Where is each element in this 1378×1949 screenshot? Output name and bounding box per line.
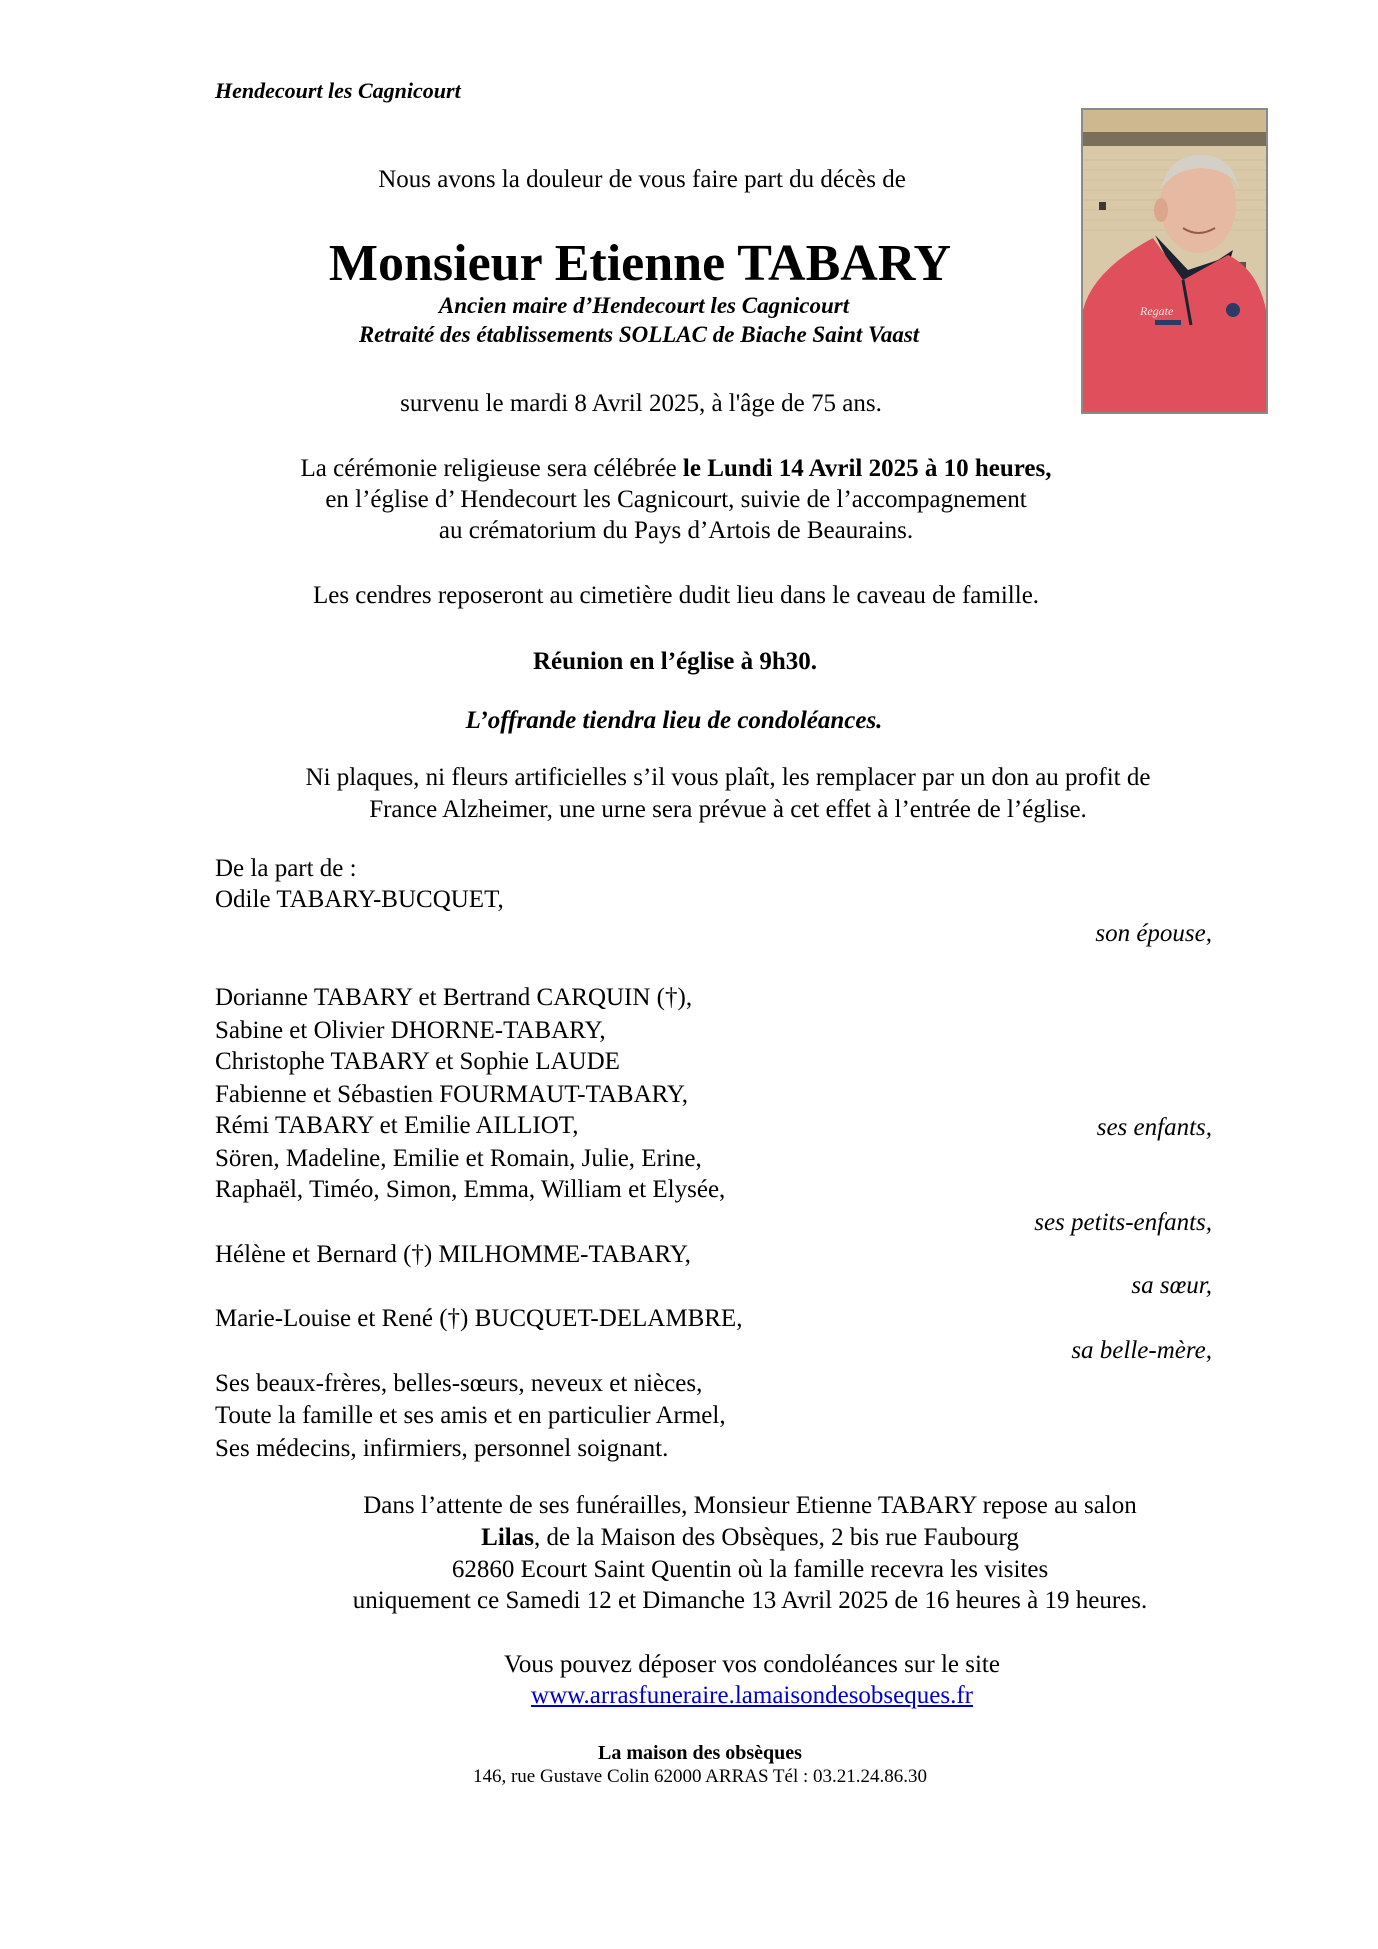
intro-text: Nous avons la douleur de vous faire part du décès de [378,166,906,193]
meeting-text: Réunion en l’église à 9h30. [532,648,818,675]
ceremony-line-1 [301,456,1052,481]
ashes-text: Les cendres reposeront au cimetière dudit lieu dans le caveau de famille. [312,582,1040,609]
visitation-address: , de la Maison des Obsèques, 2 bis rue Faubourg [533,1524,1019,1551]
title-retired: Retraité des établissements SOLLAC de Biache Saint Vaast [358,322,920,347]
visitation-line-1: Dans l’attente de ses funérailles, Monsieur Etienne TABARY repose au salon [363,1492,1137,1519]
family-name: Sören, Madeline, Emilie et Romain, Julie, Erine, [215,1145,702,1172]
family-name: Rémi TABARY et Emilie AILLIOT, [215,1112,579,1139]
title-former-mayor: Ancien maire d’Hendecourt les Cagnicourt [438,293,850,318]
family-name: Hélène et Bernard (†) MILHOMME-TABARY, [215,1241,691,1268]
family-others: Ses beaux-frères, belles-sœurs, neveux et nièces, [215,1370,703,1397]
portrait-image [1083,110,1266,412]
donation-line-1: Ni plaques, ni fleurs artificielles s’il vous plaît, les remplacer par un don au profit de [305,764,1151,791]
ceremony-line-3: au crématorium du Pays d’Artois de Beaurains. [438,517,914,544]
footer-company: La maison des obsèques [598,1742,802,1764]
condolences-link[interactable]: www.arrasfuneraire.lamaisondesobseques.fr [531,1682,973,1709]
visitation-line-4: uniquement ce Samedi 12 et Dimanche 13 Avril 2025 de 16 heures à 19 heures. [352,1587,1148,1614]
family-relation-sister: sa sœur, [1131,1272,1212,1299]
ceremony-line-2: en l’église d’ Hendecourt les Cagnicourt, suivie de l’accompagnement [325,486,1027,513]
family-name: Fabienne et Sébastien FOURMAUT-TABARY, [215,1081,688,1108]
family-others: Ses médecins, infirmiers, personnel soignant. [215,1435,669,1462]
family-name: Dorianne TABARY et Bertrand CARQUIN (†), [215,984,693,1011]
family-intro: De la part de : [215,855,357,882]
donation-line-2: France Alzheimer, une urne sera prévue à cet effet à l’entrée de l’église. [369,796,1087,823]
death-info: survenu le mardi 8 Avril 2025, à l'âge de 75 ans. [400,390,882,417]
condolences-text: Vous pouvez déposer vos condoléances sur le site [504,1651,1000,1678]
portrait-photo [1081,108,1268,414]
family-others: Toute la famille et ses amis et en particulier Armel, [215,1402,726,1429]
deceased-name: Monsieur Etienne TABARY [328,235,952,292]
family-name: Marie-Louise et René (†) BUCQUET-DELAMBRE, [215,1305,743,1332]
family-relation-children: ses enfants, [1096,1114,1212,1141]
family-name: Raphaël, Timéo, Simon, Emma, William et Elysée, [215,1176,726,1203]
family-relation-grandchildren: ses petits-enfants, [1034,1209,1212,1236]
visitation-line-2 [481,1525,1019,1550]
salon-name: Lilas [481,1524,534,1551]
family-name: Odile TABARY-BUCQUET, [215,886,504,913]
ceremony-date: le Lundi 14 Avril 2025 à 10 heures, [682,455,1052,482]
visitation-line-3: 62860 Ecourt Saint Quentin où la famille recevra les visites [451,1556,1049,1583]
family-relation-spouse: son épouse, [1095,920,1212,947]
family-name: Christophe TABARY et Sophie LAUDE [215,1048,620,1075]
family-name: Sabine et Olivier DHORNE-TABARY, [215,1017,606,1044]
family-relation-mother-in-law: sa belle-mère, [1071,1337,1212,1364]
footer-address: 146, rue Gustave Colin 62000 ARRAS Tél : 03.21.24.86.30 [472,1766,928,1787]
svg-text:Regate: Regate [1140,304,1174,318]
ceremony-intro: La cérémonie religieuse sera célébrée [300,455,683,482]
offering-text: L’offrande tiendra lieu de condoléances. [465,707,883,734]
place-heading: Hendecourt les Cagnicourt [215,78,461,103]
